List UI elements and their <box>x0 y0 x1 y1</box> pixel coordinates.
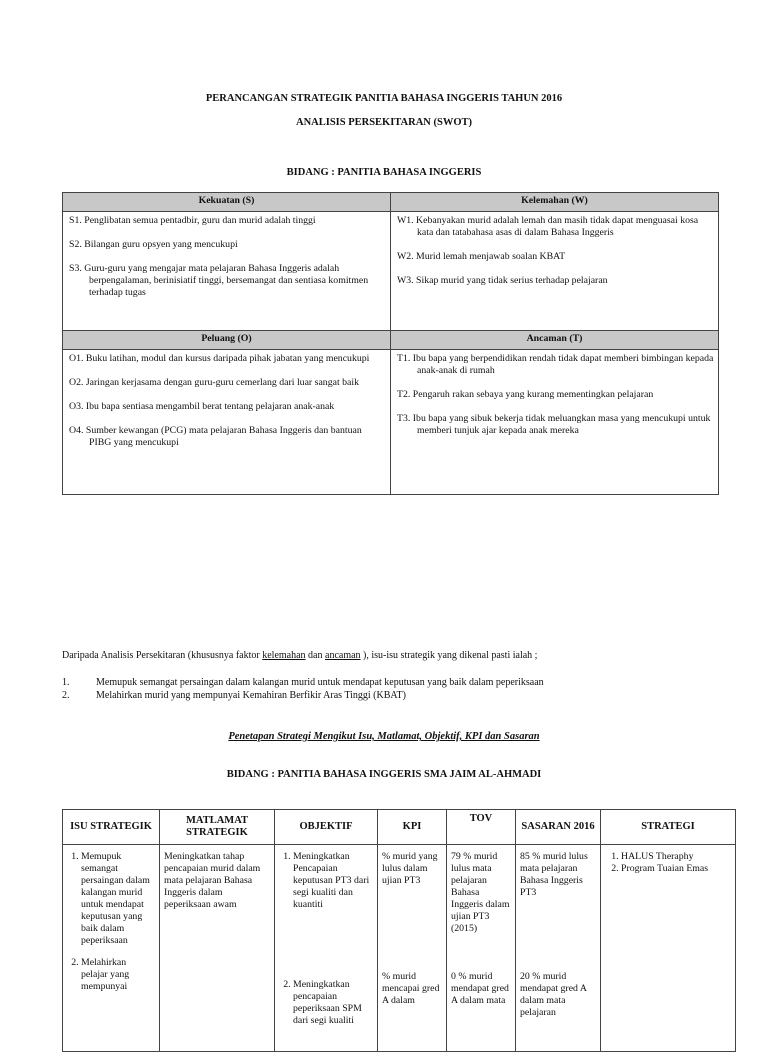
issue-number: 2. <box>62 690 70 701</box>
objektif-item: 1. Meningkatkan Pencapaian keputusan PT3 dari segi kualiti dan kuantiti <box>293 851 373 911</box>
issue-item <box>62 677 722 688</box>
issue-text: Memupuk semangat persaingan dalam kalangan murid untuk mendapat keputusan yang baik dalam peperiksaan <box>96 677 544 688</box>
strength-item: S1. Penglibatan semua pentadbir, guru dan murid adalah tinggi <box>69 215 316 226</box>
kpi-cell <box>378 845 447 1052</box>
opportunity-item: O2. Jaringan kerjasama dengan guru-guru cemerlang dari luar sangat baik <box>69 377 359 388</box>
kpi-item: % murid yang lulus dalam ujian PT3 <box>382 851 438 886</box>
opportunity-item: O1. Buku latihan, modul dan kursus daripada pihak jabatan yang mencukupi <box>69 353 370 364</box>
weakness-item: W2. Murid lemah menjawab soalan KBAT <box>397 251 566 262</box>
swot-subtitle: ANALISIS PERSEKITARAN (SWOT) <box>295 117 472 128</box>
weaknesses-header: Kelemahan (W) <box>391 193 719 212</box>
intro-text: ), isu-isu strategik yang dikenal pasti ialah ; <box>360 650 538 661</box>
col-isu: ISU STRATEGIK <box>63 810 160 845</box>
strategi-cell <box>601 845 736 1052</box>
strategy-table <box>62 809 736 1052</box>
sasaran-item: 85 % murid lulus mata pelajaran Bahasa Inggeris PT3 <box>520 851 588 898</box>
opportunities-header: Peluang (O) <box>63 331 391 350</box>
kpi-item: % murid mencapai gred A dalam <box>382 971 440 1006</box>
opportunities-cell <box>63 350 391 495</box>
col-kpi: KPI <box>378 810 447 845</box>
opportunity-item: O3. Ibu bapa sentiasa mengambil berat tentang pelajaran anak-anak <box>69 401 335 412</box>
issue-number: 1. <box>62 677 70 688</box>
threat-item: T3. Ibu bapa yang sibuk bekerja tidak meluangkan masa yang mencukupi untuk memberi tunjuk ajar kepada anak mereka <box>397 413 711 436</box>
strategy-heading: Penetapan Strategi Mengikut Isu, Matlamat, Objektif, KPI dan Sasaran <box>228 731 540 742</box>
threats-cell <box>391 350 719 495</box>
bidang-label: BIDANG : PANITIA BAHASA INGGERIS <box>286 167 482 178</box>
ancaman-word: ancaman <box>325 650 361 661</box>
threat-item: T2. Pengaruh rakan sebaya yang kurang mementingkan pelajaran <box>397 389 654 400</box>
objektif-item: 2. Meningkatkan pencapaian peperiksaan SPM dari segi kualiti <box>293 979 373 1027</box>
isu-cell <box>63 845 160 1052</box>
strategi-item: 2. Program Tuaian Emas <box>621 863 731 875</box>
sasaran-item: 20 % murid mendapat gred A dalam mata pelajaran <box>520 971 587 1018</box>
strengths-cell <box>63 212 391 331</box>
col-strategi: STRATEGI <box>601 810 736 845</box>
weaknesses-cell <box>391 212 719 331</box>
strengths-header: Kekuatan (S) <box>63 193 391 212</box>
kelemahan-word: kelemahan <box>262 650 306 661</box>
issue-item <box>62 690 722 701</box>
swot-table <box>62 192 719 495</box>
threats-header: Ancaman (T) <box>391 331 719 350</box>
objektif-cell <box>275 845 378 1052</box>
strength-item: S2. Bilangan guru opsyen yang mencukupi <box>69 239 238 250</box>
col-matlamat: MATLAMAT STRATEGIK <box>160 810 275 845</box>
opportunity-item: O4. Sumber kewangan (PCG) mata pelajaran Bahasa Inggeris dan bantuan PIBG yang mencukupi <box>69 425 362 448</box>
intro-text: Daripada Analisis Persekitaran (khususnya faktor <box>62 650 263 661</box>
tov-item: 79 % murid lulus mata pelajaran Bahasa Inggeris dalam ujian PT3 (2015) <box>451 851 510 934</box>
tov-cell <box>447 845 516 1052</box>
document-title: PERANCANGAN STRATEGIK PANITIA BAHASA INGGERIS TAHUN 2016 <box>205 93 563 104</box>
sasaran-cell <box>516 845 601 1052</box>
analysis-intro <box>62 650 722 661</box>
isu-item: 1. Memupuk semangat persaingan dalam kalangan murid untuk mendapat keputusan yang baik dalam peperiksaan <box>81 851 155 947</box>
strategi-item: 1. HALUS Theraphy <box>621 851 731 863</box>
weakness-item: W3. Sikap murid yang tidak serius terhadap pelajaran <box>397 275 608 286</box>
tov-item: 0 % murid mendapat gred A dalam mata <box>451 971 509 1006</box>
weakness-item: W1. Kebanyakan murid adalah lemah dan masih tidak dapat menguasai kosa kata dan tatabahasa asas di dalam Bahasa Inggeris <box>397 215 699 238</box>
intro-text: dan <box>305 650 325 661</box>
threat-item: T1. Ibu bapa yang berpendidikan rendah tidak dapat memberi bimbingan kepada anak-anak di rumah <box>397 353 714 376</box>
col-sasaran: SASARAN 2016 <box>516 810 601 845</box>
col-tov: TOV <box>447 810 516 845</box>
strategy-bidang: BIDANG : PANITIA BAHASA INGGERIS SMA JAIM AL-AHMADI <box>226 769 542 780</box>
strength-item: S3. Guru-guru yang mengajar mata pelajaran Bahasa Inggeris adalah berpengalaman, berinisiatif tinggi, bersemangat dan sentiasa komitmen terhadap tugas <box>69 263 369 298</box>
issue-text: Melahirkan murid yang mempunyai Kemahiran Berfikir Aras Tinggi (KBAT) <box>96 690 406 701</box>
isu-item: 2. Melahirkan pelajar yang mempunyai <box>81 957 155 993</box>
matlamat-cell: Meningkatkan tahap pencapaian murid dalam mata pelajaran Bahasa Inggeris dalam peperiksaan awam <box>160 845 275 1052</box>
col-objektif: OBJEKTIF <box>275 810 378 845</box>
